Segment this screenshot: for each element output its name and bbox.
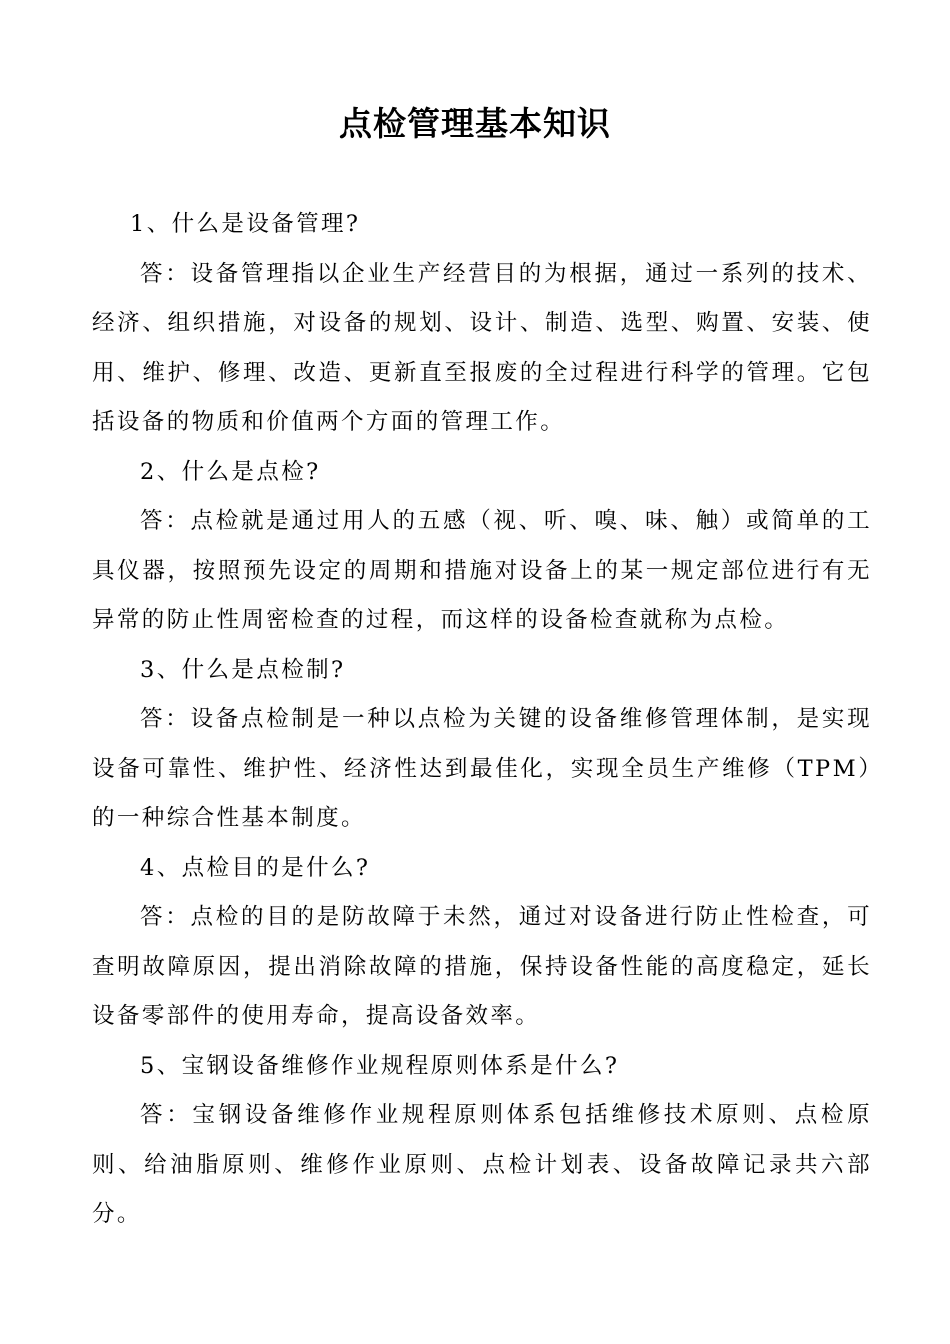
question-3: 3、什么是点检制? <box>140 656 346 683</box>
answer-5: 答：宝钢设备维修作业规程原则体系包括维修技术原则、点检原则、给油脂原则、维修作业原则、点检计划表、设备故障记录共六部分。 <box>92 1102 872 1227</box>
question-2: 2、什么是点检? <box>140 458 321 485</box>
document-body <box>92 200 872 1240</box>
document-title: 点检管理基本知识 <box>339 104 611 143</box>
question-5: 5、宝钢设备维修作业规程原则体系是什么? <box>140 1052 620 1079</box>
answer-3: 答：设备点检制是一种以点检为关键的设备维修管理体制，是实现设备可靠性、维护性、经济性达到最佳化，实现全员生产维修（TPM）的一种综合性基本制度。 <box>92 706 872 831</box>
answer-4: 答：点检的目的是防故障于未然，通过对设备进行防止性检查，可查明故障原因，提出消除故障的措施，保持设备性能的高度稳定，延长设备零部件的使用寿命，提高设备效率。 <box>92 904 872 1029</box>
answer-1: 答：设备管理指以企业生产经营目的为根据，通过一系列的技术、经济、组织措施，对设备的规划、设计、制造、选型、购置、安装、使用、维护、修理、改造、更新直至报废的全过程进行科学的管理。它包括设备的物质和价值两个方面的管理工作。 <box>92 260 872 435</box>
question-1: 1、什么是设备管理? <box>130 211 361 237</box>
question-4: 4、点检目的是什么? <box>140 854 371 881</box>
answer-2: 答：点检就是通过用人的五感（视、听、嗅、味、触）或简单的工具仪器，按照预先设定的周期和措施对设备上的某一规定部位进行有无异常的防止性周密检查的过程，而这样的设备检查就称为点检。 <box>92 508 872 633</box>
